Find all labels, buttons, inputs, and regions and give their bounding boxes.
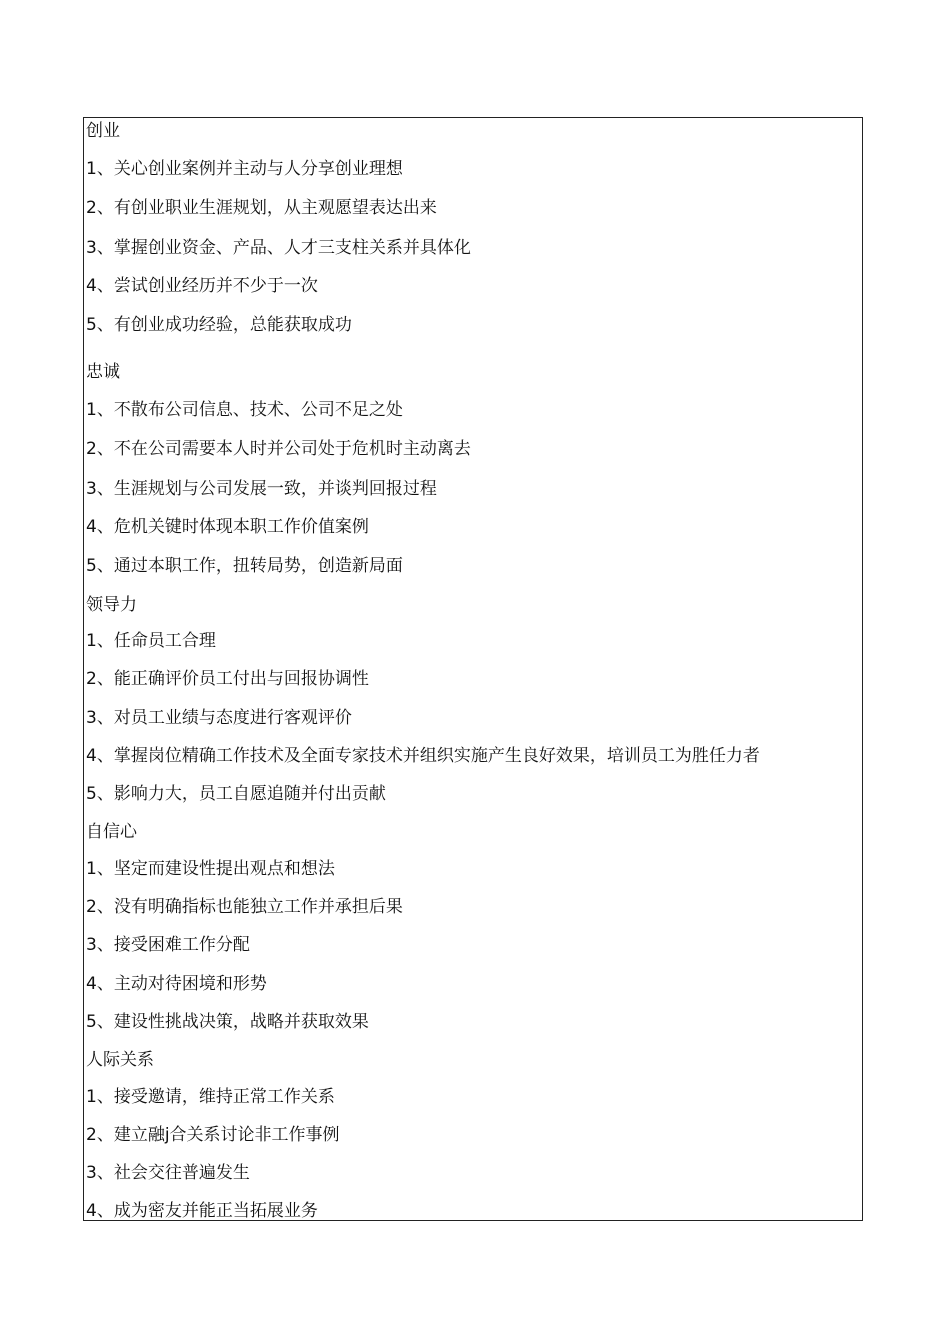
list-item: 4、掌握岗位精确工作技术及全面专家技术并组织实施产生良好效果，培训员工为胜任力者: [86, 746, 760, 766]
list-item: 3、社会交往普遍发生: [86, 1163, 250, 1183]
list-item: 2、不在公司需要本人时并公司处于危机时主动离去: [86, 439, 471, 459]
list-item: 2、有创业职业生涯规划，从主观愿望表达出来: [86, 198, 437, 218]
section-title-entrepreneurship: 创业: [86, 121, 120, 141]
list-item: 1、接受邀请，维持正常工作关系: [86, 1087, 335, 1107]
list-item: 2、没有明确指标也能独立工作并承担后果: [86, 897, 403, 917]
list-item: 1、任命员工合理: [86, 631, 216, 651]
list-item: 1、坚定而建设性提出观点和想法: [86, 859, 335, 879]
list-item: 4、主动对待困境和形势: [86, 974, 267, 994]
list-item: 4、成为密友并能正当拓展业务: [86, 1201, 318, 1221]
list-item: 1、关心创业案例并主动与人分享创业理想: [86, 159, 403, 179]
list-item: 1、不散布公司信息、技术、公司不足之处: [86, 400, 403, 420]
list-item: 2、能正确评价员工付出与回报协调性: [86, 669, 369, 689]
list-item: 5、影响力大，员工自愿追随并付出贡献: [86, 784, 386, 804]
list-item: 3、对员工业绩与态度进行客观评价: [86, 708, 352, 728]
section-title-relationships: 人际关系: [86, 1050, 154, 1070]
list-item: 4、危机关键时体现本职工作价值案例: [86, 517, 369, 537]
list-item: 3、生涯规划与公司发展一致，并谈判回报过程: [86, 479, 437, 499]
list-item: 2、建立融j合关系讨论非工作事例: [86, 1125, 340, 1145]
list-item: 3、掌握创业资金、产品、人才三支柱关系并具体化: [86, 238, 471, 258]
list-item: 4、尝试创业经历并不少于一次: [86, 276, 318, 296]
section-title-leadership: 领导力: [86, 595, 137, 615]
list-item: 5、有创业成功经验，总能获取成功: [86, 315, 352, 335]
list-item: 3、接受困难工作分配: [86, 935, 250, 955]
list-item: 5、建设性挑战决策，战略并获取效果: [86, 1012, 369, 1032]
section-title-confidence: 自信心: [86, 822, 137, 842]
list-item: 5、通过本职工作，扭转局势，创造新局面: [86, 556, 403, 576]
section-title-loyalty: 忠诚: [86, 362, 120, 382]
